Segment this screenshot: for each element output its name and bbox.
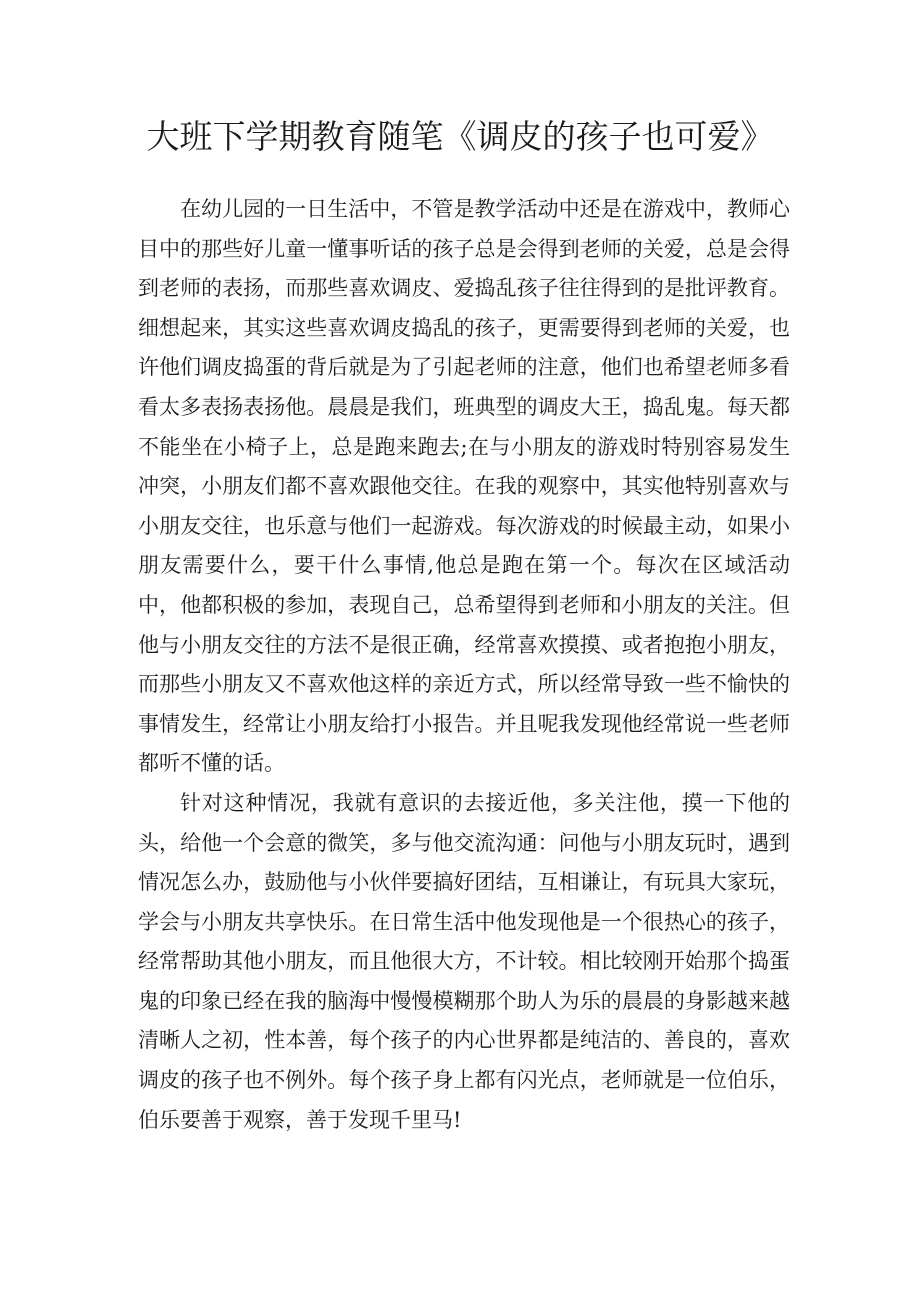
paragraph-1: 在幼儿园的一日生活中，不管是教学活动中还是在游戏中，教师心目中的那些好儿童一懂事听话的孩子总是会得到老师的关爱，总是会得到老师的表扬，而那些喜欢调皮、爱捣乱孩子往往得到的是批评教育。细想起来，其实这些喜欢调皮捣乱的孩子，更需要得到老师的关爱，也许他们调皮捣蛋的背后就是为了引起老师的注意，他们也希望老师多看看太多表扬表扬他。晨晨是我们，班典型的调皮大王，捣乱鬼。每天都不能坐在小椅子上，总是跑来跑去;在与小朋友的游戏时特别容易发生冲突，小朋友们都不喜欢跟他交往。在我的观察中，其实他特别喜欢与小朋友交往，也乐意与他们一起游戏。每次游戏的时候最主动，如果小朋友需要什么，要干什么事情,他总是跑在第一个。每次在区域活动中，他都积极的参加，表现自己，总希望得到老师和小朋友的关注。但他与小朋友交往的方法不是很正确，经常喜欢摸摸、或者抱抱小朋友，而那些小朋友又不喜欢他这样的亲近方式，所以经常导致一些不愉快的事情发生，经常让小朋友给打小报告。并且呢我发现他经常说一些老师都听不懂的话。: [138, 197, 790, 776]
document-title: 大班下学期教育随笔《调皮的孩子也可爱》: [146, 117, 774, 156]
document-body: [138, 190, 790, 1140]
paragraph-2: 针对这种情况，我就有意识的去接近他，多关注他，摸一下他的头，给他一个会意的微笑，多与他交流沟通：问他与小朋友玩时，遇到情况怎么办，鼓励他与小伙伴要搞好团结，互相谦让，有玩具大家玩，学会与小朋友共享快乐。在日常生活中他发现他是一个很热心的孩子，经常帮助其他小朋友，而且他很大方，不计较。相比较刚开始那个捣蛋鬼的印象已经在我的脑海中慢慢模糊那个助人为乐的晨晨的身影越来越清晰人之初，性本善，每个孩子的内心世界都是纯洁的、善良的，喜欢调皮的孩子也不例外。每个孩子身上都有闪光点，老师就是一位伯乐，伯乐要善于观察，善于发现千里马!: [138, 790, 790, 1132]
